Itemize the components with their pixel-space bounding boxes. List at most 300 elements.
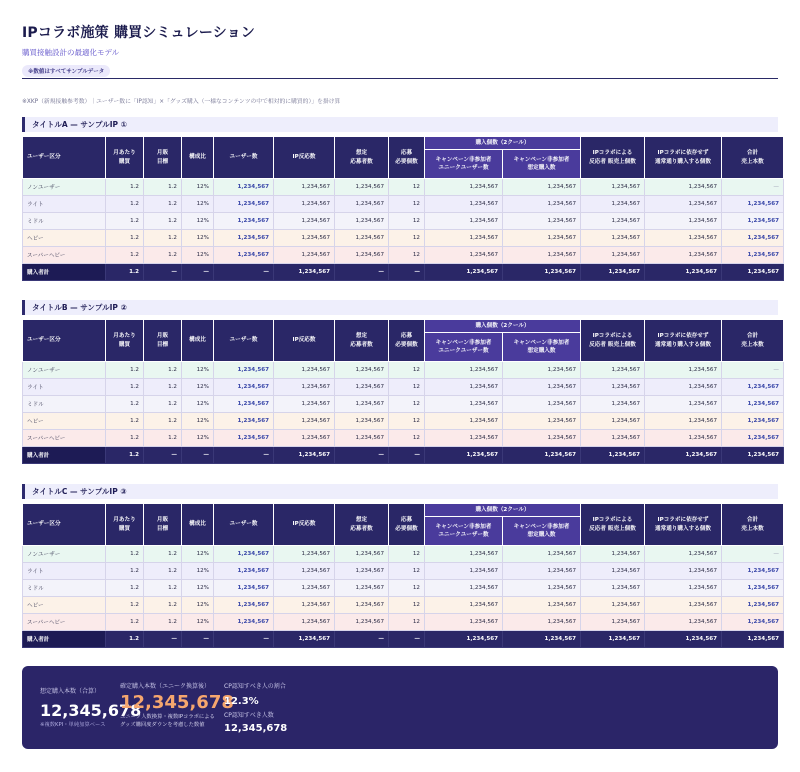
total-segment: 購入者計 xyxy=(23,447,106,464)
row-light-mp: 1.2 xyxy=(106,196,144,213)
row-super-heavy-ips: 1,234,567 xyxy=(581,614,645,631)
row-heavy-users: 1,234,567 xyxy=(214,597,274,614)
row-non-user-tot: — xyxy=(722,179,784,196)
table-row xyxy=(23,614,784,631)
row-light-ce: 1,234,567 xyxy=(503,379,581,396)
row-non-user-mp: 1.2 xyxy=(106,546,144,563)
col-ratio: 構成比 xyxy=(182,504,214,546)
row-heavy-reg: 1,234,567 xyxy=(645,230,722,247)
row-light-cu: 1,234,567 xyxy=(425,563,503,580)
row-light-ip: 1,234,567 xyxy=(274,563,335,580)
row-non-user-ce: 1,234,567 xyxy=(503,179,581,196)
row-middle-tot: 1,234,567 xyxy=(722,396,784,413)
row-super-heavy-segment: スーパーヘビー xyxy=(23,614,106,631)
page-title: IPコラボ施策 購買シミュレーション xyxy=(22,25,256,41)
row-middle-mp: 1.2 xyxy=(106,213,144,230)
table-row xyxy=(23,563,784,580)
row-light-ce: 1,234,567 xyxy=(503,563,581,580)
total-req: — xyxy=(389,264,425,281)
col-campaign-unique: キャンペーン非参加者 ユニークユーザー数 xyxy=(425,517,503,546)
col-purchase-group: 購入個数（2クール） xyxy=(425,504,581,517)
row-middle-users: 1,234,567 xyxy=(214,580,274,597)
total-ratio: — xyxy=(182,447,214,464)
row-middle-reg: 1,234,567 xyxy=(645,213,722,230)
row-middle-req: 12 xyxy=(389,580,425,597)
total-users: — xyxy=(214,447,274,464)
row-middle-ratio: 12% xyxy=(182,580,214,597)
row-non-user-exp: 1,234,567 xyxy=(335,546,389,563)
section-1 xyxy=(22,117,778,281)
row-light-tot: 1,234,567 xyxy=(722,196,784,213)
row-non-user-cu: 1,234,567 xyxy=(425,546,503,563)
row-heavy-ips: 1,234,567 xyxy=(581,597,645,614)
row-light-ip: 1,234,567 xyxy=(274,196,335,213)
total-segment: 購入者計 xyxy=(23,631,106,648)
row-super-heavy-reg: 1,234,567 xyxy=(645,247,722,264)
row-super-heavy-exp: 1,234,567 xyxy=(335,247,389,264)
row-super-heavy-ce: 1,234,567 xyxy=(503,247,581,264)
total-ip: 1,234,567 xyxy=(274,264,335,281)
row-non-user-mg: 1.2 xyxy=(144,362,182,379)
row-non-user-ips: 1,234,567 xyxy=(581,362,645,379)
col-campaign-unique: キャンペーン非参加者 ユニークユーザー数 xyxy=(425,150,503,179)
table-row xyxy=(23,546,784,563)
col-regular-sales: IPコラボに依存せず 通常通り購入する個数 xyxy=(645,320,722,362)
row-super-heavy-tot: 1,234,567 xyxy=(722,614,784,631)
row-middle-ce: 1,234,567 xyxy=(503,396,581,413)
table-row xyxy=(23,362,784,379)
summary-total-value: 12,345,678 xyxy=(40,701,142,720)
simulation-table xyxy=(22,503,784,648)
row-heavy-req: 12 xyxy=(389,230,425,247)
row-light-reg: 1,234,567 xyxy=(645,196,722,213)
row-middle-segment: ミドル xyxy=(23,213,106,230)
row-middle-cu: 1,234,567 xyxy=(425,396,503,413)
row-heavy-cu: 1,234,567 xyxy=(425,230,503,247)
row-heavy-mg: 1.2 xyxy=(144,597,182,614)
row-heavy-tot: 1,234,567 xyxy=(722,230,784,247)
sample-data-badge: ※数値はすべてサンプルデータ xyxy=(22,65,110,77)
row-super-heavy-ratio: 12% xyxy=(182,614,214,631)
row-super-heavy-ip: 1,234,567 xyxy=(274,247,335,264)
row-middle-mg: 1.2 xyxy=(144,213,182,230)
section-3 xyxy=(22,484,778,648)
row-heavy-exp: 1,234,567 xyxy=(335,413,389,430)
row-super-heavy-ip: 1,234,567 xyxy=(274,430,335,447)
total-ips: 1,234,567 xyxy=(581,264,645,281)
row-light-ips: 1,234,567 xyxy=(581,563,645,580)
row-non-user-ratio: 12% xyxy=(182,362,214,379)
col-required-entries: 応募 必要個数 xyxy=(389,504,425,546)
col-expected-applicants: 想定 応募者数 xyxy=(335,320,389,362)
row-heavy-mp: 1.2 xyxy=(106,597,144,614)
row-non-user-ip: 1,234,567 xyxy=(274,179,335,196)
col-ip-reach: IP反応数 xyxy=(274,504,335,546)
col-ip-reach: IP反応数 xyxy=(274,137,335,179)
table-row xyxy=(23,196,784,213)
row-super-heavy-users: 1,234,567 xyxy=(214,614,274,631)
row-non-user-mp: 1.2 xyxy=(106,362,144,379)
section-2 xyxy=(22,300,778,464)
total-ip: 1,234,567 xyxy=(274,447,335,464)
row-super-heavy-ce: 1,234,567 xyxy=(503,430,581,447)
row-middle-ip: 1,234,567 xyxy=(274,396,335,413)
row-super-heavy-ratio: 12% xyxy=(182,247,214,264)
row-heavy-mg: 1.2 xyxy=(144,230,182,247)
total-ce: 1,234,567 xyxy=(503,631,581,648)
total-tot: 1,234,567 xyxy=(722,631,784,648)
row-heavy-ips: 1,234,567 xyxy=(581,413,645,430)
row-non-user-ratio: 12% xyxy=(182,179,214,196)
calculation-note: ※XKP（新規接触参考数）｜ユーザー数に「IP認知」×「グッズ購入（一様なコンテンツの中で相対的に購買的）」を掛け算 xyxy=(22,99,341,105)
row-non-user-ips: 1,234,567 xyxy=(581,546,645,563)
row-middle-segment: ミドル xyxy=(23,580,106,597)
row-light-req: 12 xyxy=(389,196,425,213)
row-non-user-tot: — xyxy=(722,362,784,379)
total-mp: 1.2 xyxy=(106,631,144,648)
row-heavy-cu: 1,234,567 xyxy=(425,413,503,430)
total-exp: — xyxy=(335,264,389,281)
row-heavy-mg: 1.2 xyxy=(144,413,182,430)
row-non-user-users: 1,234,567 xyxy=(214,362,274,379)
table-row xyxy=(23,430,784,447)
summary-unique-label: 確定購入本数（ユニーク換算後） xyxy=(120,683,211,690)
row-super-heavy-mg: 1.2 xyxy=(144,247,182,264)
header-divider xyxy=(22,78,778,79)
row-heavy-segment: ヘビー xyxy=(23,597,106,614)
row-light-mg: 1.2 xyxy=(144,379,182,396)
row-heavy-ip: 1,234,567 xyxy=(274,413,335,430)
row-light-users: 1,234,567 xyxy=(214,379,274,396)
row-non-user-req: 12 xyxy=(389,546,425,563)
row-super-heavy-ips: 1,234,567 xyxy=(581,430,645,447)
col-monthly-goal: 月販 目標 xyxy=(144,504,182,546)
row-middle-ips: 1,234,567 xyxy=(581,396,645,413)
row-light-mp: 1.2 xyxy=(106,379,144,396)
summary-total-note: ※複数KPI・単純加算ベース xyxy=(40,722,106,728)
row-super-heavy-req: 12 xyxy=(389,430,425,447)
table-row xyxy=(23,213,784,230)
row-heavy-users: 1,234,567 xyxy=(214,230,274,247)
row-non-user-segment: ノンユーザー xyxy=(23,362,106,379)
col-expected-applicants: 想定 応募者数 xyxy=(335,504,389,546)
total-ratio: — xyxy=(182,631,214,648)
col-ip-sales: IPコラボによる 反応者 販売上個数 xyxy=(581,504,645,546)
total-row xyxy=(23,447,784,464)
row-middle-reg: 1,234,567 xyxy=(645,396,722,413)
row-middle-ip: 1,234,567 xyxy=(274,580,335,597)
row-middle-mp: 1.2 xyxy=(106,396,144,413)
row-light-users: 1,234,567 xyxy=(214,196,274,213)
row-super-heavy-ips: 1,234,567 xyxy=(581,247,645,264)
total-mg: — xyxy=(144,447,182,464)
row-heavy-tot: 1,234,567 xyxy=(722,413,784,430)
row-non-user-mg: 1.2 xyxy=(144,546,182,563)
row-light-reg: 1,234,567 xyxy=(645,379,722,396)
col-total-sales: 合計 売上本数 xyxy=(722,504,784,546)
row-non-user-reg: 1,234,567 xyxy=(645,362,722,379)
row-non-user-ips: 1,234,567 xyxy=(581,179,645,196)
total-ce: 1,234,567 xyxy=(503,447,581,464)
row-heavy-ratio: 12% xyxy=(182,597,214,614)
row-middle-mg: 1.2 xyxy=(144,580,182,597)
summary-people-value: 12,345,678 xyxy=(224,723,288,734)
col-segment: ユーザー区分 xyxy=(23,137,106,179)
row-light-ip: 1,234,567 xyxy=(274,379,335,396)
summary-panel xyxy=(22,666,778,749)
row-super-heavy-tot: 1,234,567 xyxy=(722,247,784,264)
col-regular-sales: IPコラボに依存せず 通常通り購入する個数 xyxy=(645,137,722,179)
table-row xyxy=(23,230,784,247)
page-header xyxy=(22,22,778,77)
row-heavy-exp: 1,234,567 xyxy=(335,230,389,247)
row-heavy-ratio: 12% xyxy=(182,413,214,430)
row-non-user-users: 1,234,567 xyxy=(214,179,274,196)
row-heavy-req: 12 xyxy=(389,413,425,430)
row-light-ratio: 12% xyxy=(182,563,214,580)
total-users: — xyxy=(214,631,274,648)
row-super-heavy-reg: 1,234,567 xyxy=(645,430,722,447)
summary-unique-value: 12,345,678 xyxy=(120,692,234,713)
col-ip-sales: IPコラボによる 反応者 販売上個数 xyxy=(581,320,645,362)
row-super-heavy-cu: 1,234,567 xyxy=(425,430,503,447)
row-non-user-ip: 1,234,567 xyxy=(274,546,335,563)
row-light-ips: 1,234,567 xyxy=(581,196,645,213)
row-light-users: 1,234,567 xyxy=(214,563,274,580)
simulation-table xyxy=(22,319,784,464)
total-tot: 1,234,567 xyxy=(722,447,784,464)
col-ip-sales: IPコラボによる 反応者 販売上個数 xyxy=(581,137,645,179)
row-light-req: 12 xyxy=(389,563,425,580)
total-mg: — xyxy=(144,631,182,648)
row-non-user-req: 12 xyxy=(389,179,425,196)
row-heavy-exp: 1,234,567 xyxy=(335,597,389,614)
total-cu: 1,234,567 xyxy=(425,264,503,281)
row-heavy-reg: 1,234,567 xyxy=(645,597,722,614)
col-purchase-group: 購入個数（2クール） xyxy=(425,137,581,150)
row-super-heavy-req: 12 xyxy=(389,614,425,631)
total-ce: 1,234,567 xyxy=(503,264,581,281)
row-heavy-ratio: 12% xyxy=(182,230,214,247)
summary-ratio-label: CP認知すべき人の割合 xyxy=(224,683,286,690)
row-middle-mg: 1.2 xyxy=(144,396,182,413)
row-heavy-users: 1,234,567 xyxy=(214,413,274,430)
row-middle-ip: 1,234,567 xyxy=(274,213,335,230)
total-mp: 1.2 xyxy=(106,264,144,281)
total-ip: 1,234,567 xyxy=(274,631,335,648)
row-heavy-tot: 1,234,567 xyxy=(722,597,784,614)
row-light-segment: ライト xyxy=(23,196,106,213)
row-non-user-reg: 1,234,567 xyxy=(645,546,722,563)
section-title: タイトルC — サンプルIP ③ xyxy=(22,484,778,499)
col-users: ユーザー数 xyxy=(214,137,274,179)
summary-people-label: CP認知すべき人数 xyxy=(224,712,274,719)
row-light-tot: 1,234,567 xyxy=(722,379,784,396)
total-ratio: — xyxy=(182,264,214,281)
row-heavy-reg: 1,234,567 xyxy=(645,413,722,430)
row-super-heavy-exp: 1,234,567 xyxy=(335,614,389,631)
total-mp: 1.2 xyxy=(106,447,144,464)
row-middle-mp: 1.2 xyxy=(106,580,144,597)
row-heavy-segment: ヘビー xyxy=(23,413,106,430)
total-exp: — xyxy=(335,447,389,464)
row-super-heavy-ip: 1,234,567 xyxy=(274,614,335,631)
row-middle-segment: ミドル xyxy=(23,396,106,413)
row-middle-ratio: 12% xyxy=(182,396,214,413)
row-non-user-req: 12 xyxy=(389,362,425,379)
total-segment: 購入者計 xyxy=(23,264,106,281)
total-exp: — xyxy=(335,631,389,648)
row-super-heavy-ratio: 12% xyxy=(182,430,214,447)
row-light-req: 12 xyxy=(389,379,425,396)
row-super-heavy-mp: 1.2 xyxy=(106,247,144,264)
total-row xyxy=(23,264,784,281)
row-light-tot: 1,234,567 xyxy=(722,563,784,580)
summary-cp xyxy=(224,681,344,734)
row-middle-ce: 1,234,567 xyxy=(503,580,581,597)
row-light-segment: ライト xyxy=(23,379,106,396)
total-ips: 1,234,567 xyxy=(581,631,645,648)
col-monthly-purchase: 月あたり 購買 xyxy=(106,137,144,179)
row-super-heavy-users: 1,234,567 xyxy=(214,430,274,447)
row-super-heavy-cu: 1,234,567 xyxy=(425,614,503,631)
simulation-table xyxy=(22,136,784,281)
col-segment: ユーザー区分 xyxy=(23,320,106,362)
row-heavy-ips: 1,234,567 xyxy=(581,230,645,247)
total-reg: 1,234,567 xyxy=(645,264,722,281)
table-row xyxy=(23,379,784,396)
row-super-heavy-cu: 1,234,567 xyxy=(425,247,503,264)
row-middle-cu: 1,234,567 xyxy=(425,213,503,230)
page-subtitle: 購買接触設計の最適化モデル xyxy=(22,48,120,57)
row-non-user-exp: 1,234,567 xyxy=(335,362,389,379)
row-non-user-cu: 1,234,567 xyxy=(425,179,503,196)
row-super-heavy-mg: 1.2 xyxy=(144,614,182,631)
col-expected-applicants: 想定 応募者数 xyxy=(335,137,389,179)
row-non-user-exp: 1,234,567 xyxy=(335,179,389,196)
row-non-user-ratio: 12% xyxy=(182,546,214,563)
row-middle-tot: 1,234,567 xyxy=(722,213,784,230)
row-super-heavy-segment: スーパーヘビー xyxy=(23,430,106,447)
col-regular-sales: IPコラボに依存せず 通常通り購入する個数 xyxy=(645,504,722,546)
col-total-sales: 合計 売上本数 xyxy=(722,137,784,179)
row-super-heavy-segment: スーパーヘビー xyxy=(23,247,106,264)
row-non-user-segment: ノンユーザー xyxy=(23,546,106,563)
col-ratio: 構成比 xyxy=(182,137,214,179)
total-reg: 1,234,567 xyxy=(645,631,722,648)
row-heavy-cu: 1,234,567 xyxy=(425,597,503,614)
col-monthly-purchase: 月あたり 購買 xyxy=(106,320,144,362)
row-middle-tot: 1,234,567 xyxy=(722,580,784,597)
row-heavy-ce: 1,234,567 xyxy=(503,413,581,430)
row-light-ce: 1,234,567 xyxy=(503,196,581,213)
row-light-exp: 1,234,567 xyxy=(335,563,389,580)
row-light-mg: 1.2 xyxy=(144,196,182,213)
total-req: — xyxy=(389,631,425,648)
col-required-entries: 応募 必要個数 xyxy=(389,137,425,179)
row-super-heavy-users: 1,234,567 xyxy=(214,247,274,264)
row-non-user-ce: 1,234,567 xyxy=(503,362,581,379)
row-non-user-cu: 1,234,567 xyxy=(425,362,503,379)
col-monthly-goal: 月販 目標 xyxy=(144,320,182,362)
total-mg: — xyxy=(144,264,182,281)
row-light-ratio: 12% xyxy=(182,379,214,396)
row-middle-exp: 1,234,567 xyxy=(335,580,389,597)
row-middle-users: 1,234,567 xyxy=(214,213,274,230)
col-monthly-purchase: 月あたり 購買 xyxy=(106,504,144,546)
row-light-segment: ライト xyxy=(23,563,106,580)
row-heavy-mp: 1.2 xyxy=(106,413,144,430)
col-campaign-unique: キャンペーン非参加者 ユニークユーザー数 xyxy=(425,333,503,362)
col-users: ユーザー数 xyxy=(214,320,274,362)
row-middle-exp: 1,234,567 xyxy=(335,213,389,230)
row-middle-req: 12 xyxy=(389,396,425,413)
row-heavy-segment: ヘビー xyxy=(23,230,106,247)
row-light-exp: 1,234,567 xyxy=(335,196,389,213)
table-row xyxy=(23,580,784,597)
total-reg: 1,234,567 xyxy=(645,447,722,464)
row-heavy-ip: 1,234,567 xyxy=(274,230,335,247)
table-row xyxy=(23,396,784,413)
row-non-user-mg: 1.2 xyxy=(144,179,182,196)
table-row xyxy=(23,247,784,264)
row-super-heavy-ce: 1,234,567 xyxy=(503,614,581,631)
row-super-heavy-reg: 1,234,567 xyxy=(645,614,722,631)
row-middle-req: 12 xyxy=(389,213,425,230)
total-req: — xyxy=(389,447,425,464)
row-non-user-users: 1,234,567 xyxy=(214,546,274,563)
row-middle-reg: 1,234,567 xyxy=(645,580,722,597)
row-light-cu: 1,234,567 xyxy=(425,379,503,396)
row-light-mp: 1.2 xyxy=(106,563,144,580)
row-light-mg: 1.2 xyxy=(144,563,182,580)
total-cu: 1,234,567 xyxy=(425,631,503,648)
row-super-heavy-mp: 1.2 xyxy=(106,430,144,447)
table-row xyxy=(23,413,784,430)
row-super-heavy-mg: 1.2 xyxy=(144,430,182,447)
col-ip-reach: IP反応数 xyxy=(274,320,335,362)
summary-total-label: 想定購入本数（合算） xyxy=(40,688,101,695)
row-super-heavy-req: 12 xyxy=(389,247,425,264)
row-light-ratio: 12% xyxy=(182,196,214,213)
col-segment: ユーザー区分 xyxy=(23,504,106,546)
col-campaign-expected: キャンペーン非参加者 想定購入数 xyxy=(503,517,581,546)
col-users: ユーザー数 xyxy=(214,504,274,546)
total-ips: 1,234,567 xyxy=(581,447,645,464)
row-super-heavy-mp: 1.2 xyxy=(106,614,144,631)
table-row xyxy=(23,597,784,614)
row-non-user-segment: ノンユーザー xyxy=(23,179,106,196)
row-middle-ce: 1,234,567 xyxy=(503,213,581,230)
summary-ratio-value: 12.3% xyxy=(224,696,259,707)
row-non-user-ip: 1,234,567 xyxy=(274,362,335,379)
row-heavy-mp: 1.2 xyxy=(106,230,144,247)
row-non-user-mp: 1.2 xyxy=(106,179,144,196)
row-middle-exp: 1,234,567 xyxy=(335,396,389,413)
row-heavy-ce: 1,234,567 xyxy=(503,230,581,247)
col-campaign-expected: キャンペーン非参加者 想定購入数 xyxy=(503,150,581,179)
row-light-reg: 1,234,567 xyxy=(645,563,722,580)
total-tot: 1,234,567 xyxy=(722,264,784,281)
row-super-heavy-exp: 1,234,567 xyxy=(335,430,389,447)
table-row xyxy=(23,179,784,196)
row-heavy-req: 12 xyxy=(389,597,425,614)
row-middle-ips: 1,234,567 xyxy=(581,580,645,597)
row-super-heavy-tot: 1,234,567 xyxy=(722,430,784,447)
row-light-cu: 1,234,567 xyxy=(425,196,503,213)
col-monthly-goal: 月販 目標 xyxy=(144,137,182,179)
row-middle-ratio: 12% xyxy=(182,213,214,230)
